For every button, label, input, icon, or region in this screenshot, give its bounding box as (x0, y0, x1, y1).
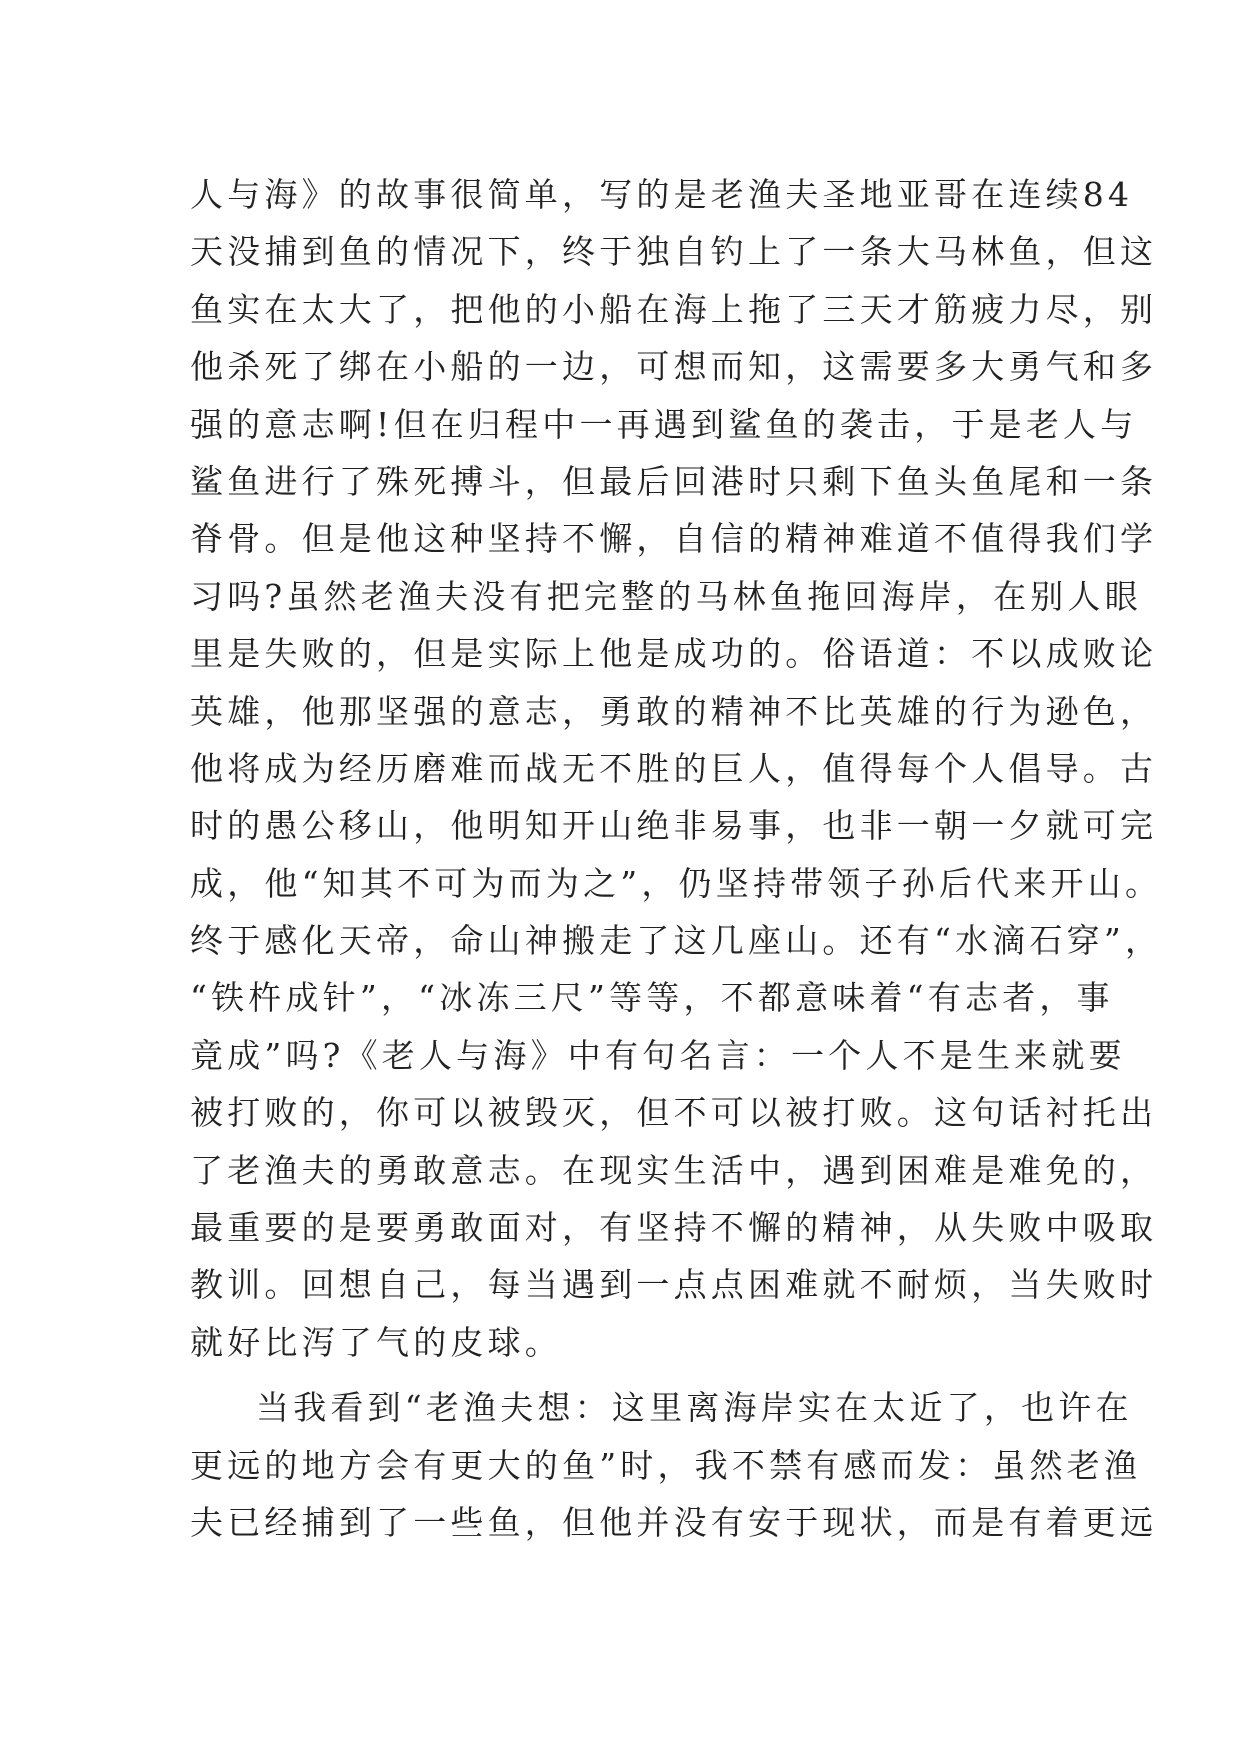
text-line: 了老渔夫的勇敢意志。在现实生活中，遇到困难是难免的， (190, 1150, 1158, 1190)
text-line: 天没捕到鱼的情况下，终于独自钓上了一条大马林鱼，但这 (190, 232, 1158, 272)
text-line: 强的意志啊!但在归程中一再遇到鲨鱼的袭击，于是老人与 (190, 404, 1138, 444)
paragraph-gap (190, 1371, 1090, 1379)
text-line: 里是失败的，但是实际上他是成功的。俗语道：不以成败论 (190, 634, 1158, 674)
text-line: 被打败的，你可以被毁灭，但不可以被打败。这句话衬托出 (190, 1093, 1158, 1133)
text-line: 就好比泻了气的皮球。 (190, 1322, 562, 1362)
text-line: 他将成为经历磨难而战无不胜的巨人，值得每个人倡导。古 (190, 748, 1158, 788)
text-line: 竟成”吗?《老人与海》中有句名言：一个人不是生来就要 (190, 1035, 1126, 1075)
paragraph (190, 166, 1163, 1371)
text-line: 人与海》的故事很简单，写的是老渔夫圣地亚哥在连续84 (190, 175, 1134, 214)
text-line: 成，他“知其不可为而为之”，仍坚持带领子孙后代来开山。 (190, 863, 1163, 903)
text-line: 最重要的是要勇敢面对，有坚持不懈的精神，从失败中吸取 (190, 1208, 1158, 1248)
paragraph (190, 1379, 1158, 1551)
text-line: 当我看到“老渔夫想：这里离海岸实在太近了，也许在 (256, 1388, 1133, 1428)
text-line: 教训。回想自己，每当遇到一点点困难就不耐烦，当失败时 (190, 1265, 1158, 1305)
text-line: 鲨鱼进行了殊死搏斗，但最后回港时只剩下鱼头鱼尾和一条 (190, 461, 1158, 501)
text-line: 夫已经捕到了一些鱼，但他并没有安于现状，而是有着更远 (190, 1502, 1158, 1542)
text-line: 鱼实在太大了，把他的小船在海上拖了三天才筋疲力尽，别 (190, 289, 1158, 329)
text-line: 更远的地方会有更大的鱼”时，我不禁有感而发：虽然老渔 (190, 1445, 1142, 1485)
text-line: 脊骨。但是他这种坚持不懈，自信的精神难道不值得我们学 (190, 519, 1158, 559)
text-line: 终于感化天帝，命山神搬走了这几座山。还有“水滴石穿”， (190, 921, 1163, 961)
text-line: 他杀死了绑在小船的一边，可想而知，这需要多大勇气和多 (190, 347, 1158, 387)
body-text (190, 166, 1163, 1551)
text-line: “铁杵成针”，“冰冻三尺”等等，不都意味着“有志者，事 (190, 978, 1114, 1018)
text-line: 时的愚公移山，他明知开山绝非易事，也非一朝一夕就可完 (190, 806, 1158, 846)
text-line: 英雄，他那坚强的意志，勇敢的精神不比英雄的行为逊色， (190, 691, 1158, 731)
text-line: 习吗?虽然老渔夫没有把完整的马林鱼拖回海岸，在别人眼 (190, 576, 1142, 616)
